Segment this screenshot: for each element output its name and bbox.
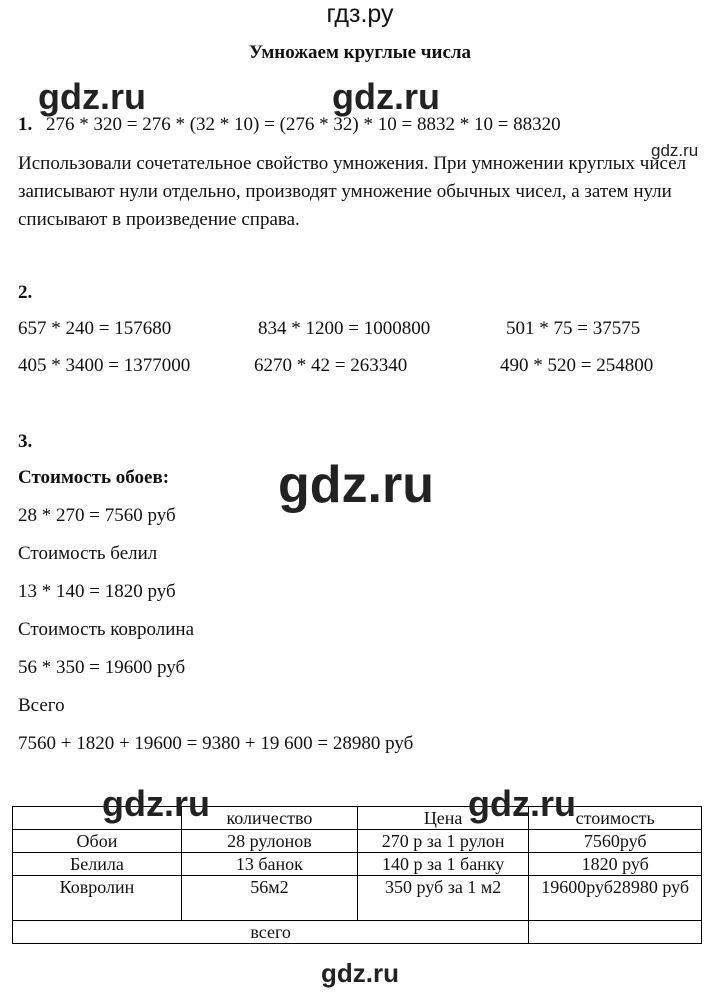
task-number: 2. <box>18 282 33 303</box>
table-cell: 13 банок <box>181 853 357 876</box>
table-cell: Белила <box>13 853 182 876</box>
expression: 405 * 3400 = 1377000 <box>18 355 191 376</box>
watermark: gdz.ru <box>38 76 146 117</box>
solution-line: 13 * 140 = 1820 руб <box>18 581 176 602</box>
table-row <box>13 830 702 853</box>
page-title: Умножаем круглые числа <box>248 42 472 63</box>
task1-explanation: Использовали сочетательное свойство умножения. При умножении круглых чисел записывают нули отдельно, производят умножение обычных чисел, а затем нули списывают в произведение справа. <box>18 153 687 230</box>
solution-line: Всего <box>18 695 65 716</box>
table-cell: 140 р за 1 банку <box>357 853 528 876</box>
solution-line: Стоимость ковролина <box>18 619 195 640</box>
solution-line: 56 * 350 = 19600 руб <box>18 657 186 678</box>
solution-line: 7560 + 1820 + 19600 = 9380 + 19 600 = 28980 руб <box>18 733 414 754</box>
task-number: 1. <box>18 114 33 135</box>
table-header-cell: Цена <box>357 807 528 830</box>
table-cell: 7560руб <box>529 830 702 853</box>
watermark: gdz.ru <box>651 141 699 160</box>
table-total-row <box>13 921 702 944</box>
expression: 490 * 520 = 254800 <box>500 355 654 376</box>
expression: 501 * 75 = 37575 <box>506 318 641 339</box>
table-cell: 19600руб28980 руб <box>529 876 702 921</box>
watermark: gdz.ru <box>321 958 399 988</box>
watermark: gdz.ru <box>278 456 434 514</box>
task-number: 3. <box>18 431 33 452</box>
table-cell: 28 рулонов <box>181 830 357 853</box>
table-row <box>13 876 702 921</box>
table-total-label: всего <box>13 921 529 944</box>
expression: 6270 * 42 = 263340 <box>254 355 408 376</box>
table-cell: 270 р за 1 рулон <box>357 830 528 853</box>
table-cell: 1820 руб <box>529 853 702 876</box>
watermark: gdz.ru <box>468 783 576 824</box>
solution-line: Стоимость белил <box>18 543 158 564</box>
site-header-label: гдз.ру <box>326 0 394 28</box>
table-cell: Обои <box>13 830 182 853</box>
task1-expression: 276 * 320 = 276 * (32 * 10) = (276 * 32) * 10 = 8832 * 10 = 88320 <box>46 114 561 135</box>
solution-line: 28 * 270 = 7560 руб <box>18 505 176 526</box>
watermark: gdz.ru <box>102 783 210 824</box>
cost-table <box>12 806 702 944</box>
table-cell: 350 руб за 1 м2 <box>357 876 528 921</box>
watermark: gdz.ru <box>332 76 440 117</box>
solution-line: Стоимость обоев: <box>18 467 170 488</box>
table-cell: 56м2 <box>181 876 357 921</box>
expression: 657 * 240 = 157680 <box>18 318 172 339</box>
table-cell: Ковролин <box>13 876 182 921</box>
table-header-cell: стоимость <box>529 807 702 830</box>
table-header-cell: количество <box>181 807 357 830</box>
expression: 834 * 1200 = 1000800 <box>258 318 431 339</box>
table-cell <box>529 921 702 944</box>
table-row <box>13 853 702 876</box>
